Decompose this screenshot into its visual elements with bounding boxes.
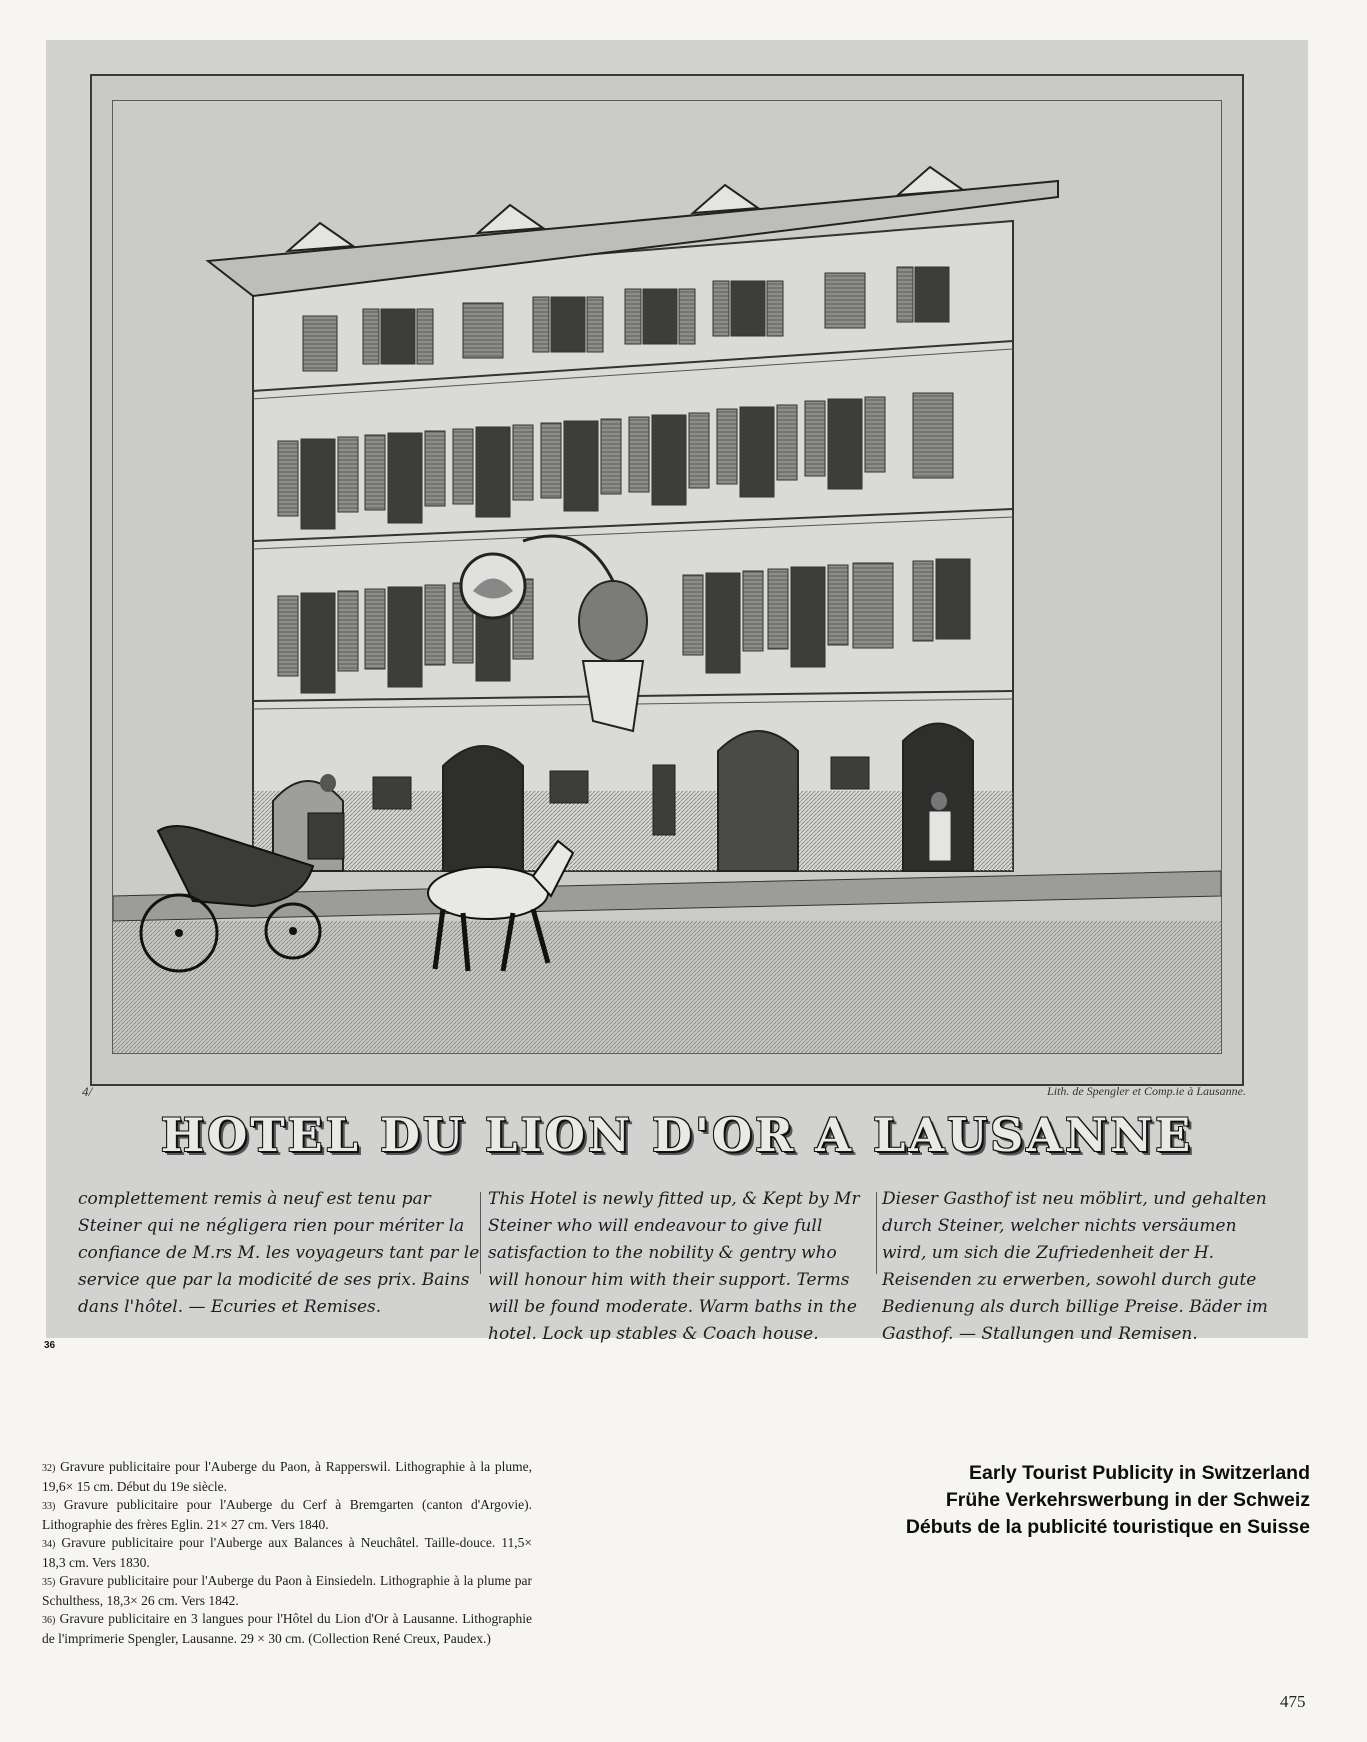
headline-german: Frühe Verkehrswerbung in der Schweiz xyxy=(945,1489,1310,1511)
headline-english: Early Tourist Publicity in Switzerland xyxy=(969,1462,1310,1484)
caption-item xyxy=(42,1458,532,1496)
caption-text: Gravure publicitaire pour l'Auberge aux Balances à Neuchâtel. Taille-douce. 11,5× 18,3 cm. Vers 1830. xyxy=(42,1535,533,1570)
captions-block xyxy=(42,1458,532,1648)
caption-number: 36) xyxy=(42,1615,56,1626)
engraving-frame xyxy=(90,74,1244,1086)
caption-number: 33) xyxy=(42,1501,56,1512)
ad-text-german: Dieser Gasthof ist neu möblirt, und gehalten durch Steiner, welcher nichts versäumen wird, um sich die Zufriedenheit der H. Reisenden zu erwerben, sowohl durch gute Bedienung als durch billige Preise. Bäder im Gasthof. — Stallungen und Remisen. xyxy=(882,1189,1268,1344)
caption-item xyxy=(42,1610,532,1648)
hotel-facade-illustration xyxy=(112,100,1222,1054)
hotel-title: HOTEL DU LION D'OR A LAUSANNE xyxy=(160,1108,1194,1162)
page-number: 475 xyxy=(1280,1692,1306,1711)
lithograph-plate xyxy=(46,40,1308,1344)
caption-text: Gravure publicitaire pour l'Auberge du Paon à Einsiedeln. Lithographie à la plume par Schulthess, 18,3× 26 cm. Vers 1842. xyxy=(42,1573,532,1608)
printer-imprint: Lith. de Spengler et Comp.ie à Lausanne. xyxy=(1047,1084,1246,1098)
caption-text: Gravure publicitaire en 3 langues pour l'Hôtel du Lion d'Or à Lausanne. Lithographie de l'imprimerie Spengler, Lausanne. 29 × 30 cm. (Collection René Creux, Paudex.) xyxy=(42,1611,532,1646)
caption-item xyxy=(42,1534,532,1572)
headline-french: Débuts de la publicité touristique en Suisse xyxy=(905,1516,1310,1538)
figure-number: 36 xyxy=(44,1340,56,1351)
hotel-engraving-svg xyxy=(113,101,1221,1053)
caption-item xyxy=(42,1496,532,1534)
column-divider xyxy=(480,1192,481,1274)
section-headlines xyxy=(906,1460,1310,1541)
ad-text-english: This Hotel is newly fitted up, & Kept by Mr Steiner who will endeavour to give full satisfaction to the nobility & gentry who will honour him with their support. Terms will be found moderate. Warm baths in the hotel. Lock up stables & Coach house. xyxy=(488,1189,860,1344)
caption-item xyxy=(42,1572,532,1610)
caption-number: 34) xyxy=(42,1539,56,1550)
caption-number: 32) xyxy=(42,1463,56,1474)
column-divider xyxy=(876,1192,877,1274)
caption-text: Gravure publicitaire pour l'Auberge du Paon, à Rapperswil. Lithographie à la plume, 19,6× 15 cm. Début du 19e siècle. xyxy=(42,1459,532,1494)
ad-text-french: complettement remis à neuf est tenu par Steiner qui ne négligera rien pour mériter la confiance de M.rs M. les voyageurs tant par le service que par la modicité de ses prix. Bains dans l'hôtel. — Ecuries et Remises. xyxy=(78,1189,480,1317)
caption-number: 35) xyxy=(42,1577,56,1588)
plate-mark: 4/ xyxy=(82,1084,93,1099)
caption-text: Gravure publicitaire pour l'Auberge du Cerf à Bremgarten (canton d'Argovie). Lithographie des frères Eglin. 21× 27 cm. Vers 1840. xyxy=(42,1497,533,1532)
